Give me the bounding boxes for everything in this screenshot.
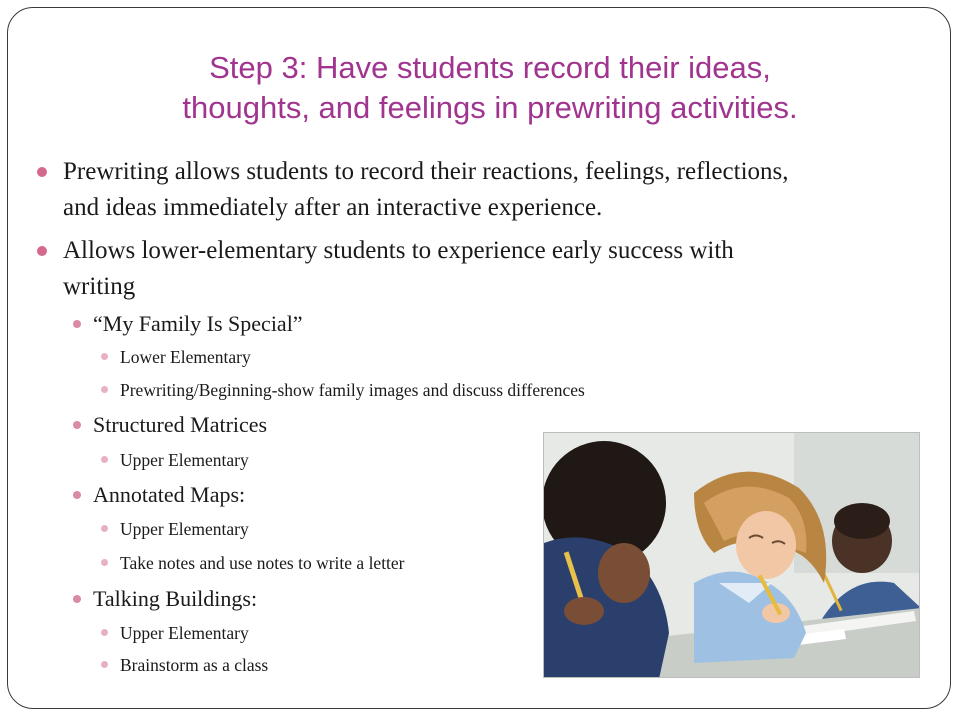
- detail-text: Brainstorm as a class: [120, 655, 269, 675]
- bullet-dot: [73, 595, 81, 603]
- sub-bullet-annotated-maps: [93, 480, 245, 510]
- sub-bullet-label: Structured Matrices: [93, 412, 268, 437]
- bullet-dot: [73, 320, 81, 328]
- title-line-2: thoughts, and feelings in prewriting activities.: [182, 90, 798, 125]
- bullet-dot: [37, 167, 47, 177]
- sub-bullet-label: “My Family Is Special”: [93, 311, 303, 336]
- bullet-text-line: Prewriting allows students to record their reactions, feelings, reflections,: [63, 158, 789, 185]
- bullet-text-line: and ideas immediately after an interactive experience.: [63, 194, 603, 221]
- bullet-prewriting: [63, 154, 789, 226]
- detail-bullet: [120, 516, 249, 542]
- sub-bullet-talking-buildings: [93, 584, 257, 614]
- detail-text: Lower Elementary: [120, 347, 251, 367]
- title-line-1: Step 3: Have students record their ideas,: [209, 50, 771, 85]
- bullet-dot: [101, 559, 108, 566]
- sub-bullet-label: Annotated Maps:: [93, 482, 246, 507]
- detail-text: Upper Elementary: [120, 450, 249, 470]
- detail-bullet: [120, 620, 249, 646]
- bullet-dot: [101, 456, 108, 463]
- detail-bullet: [120, 550, 405, 576]
- detail-text: Take notes and use notes to write a letter: [120, 553, 405, 573]
- bullet-dot: [73, 491, 81, 499]
- detail-text: Upper Elementary: [120, 623, 249, 643]
- detail-bullet: [120, 344, 251, 370]
- bullet-dot: [101, 525, 108, 532]
- detail-bullet: [120, 652, 268, 678]
- detail-text: Upper Elementary: [120, 519, 249, 539]
- bullet-lower-elementary: [63, 233, 734, 305]
- bullet-text-line: Allows lower-elementary students to experience early success with: [63, 237, 734, 264]
- bullet-dot: [101, 661, 108, 668]
- bullet-dot: [101, 353, 108, 360]
- sub-bullet-my-family: [93, 309, 303, 339]
- students-writing-photo: [543, 432, 920, 678]
- bullet-dot: [73, 421, 81, 429]
- bullet-text-line: writing: [63, 273, 136, 300]
- detail-bullet: [120, 377, 585, 403]
- bullet-dot: [37, 246, 47, 256]
- photo-illustration: [544, 433, 920, 678]
- bullet-dot: [101, 386, 108, 393]
- bullet-dot: [101, 629, 108, 636]
- sub-bullet-structured-matrices: [93, 410, 267, 440]
- detail-bullet: [120, 447, 249, 473]
- detail-text: Prewriting/Beginning-show family images and discuss differences: [120, 380, 585, 400]
- sub-bullet-label: Talking Buildings:: [93, 586, 258, 611]
